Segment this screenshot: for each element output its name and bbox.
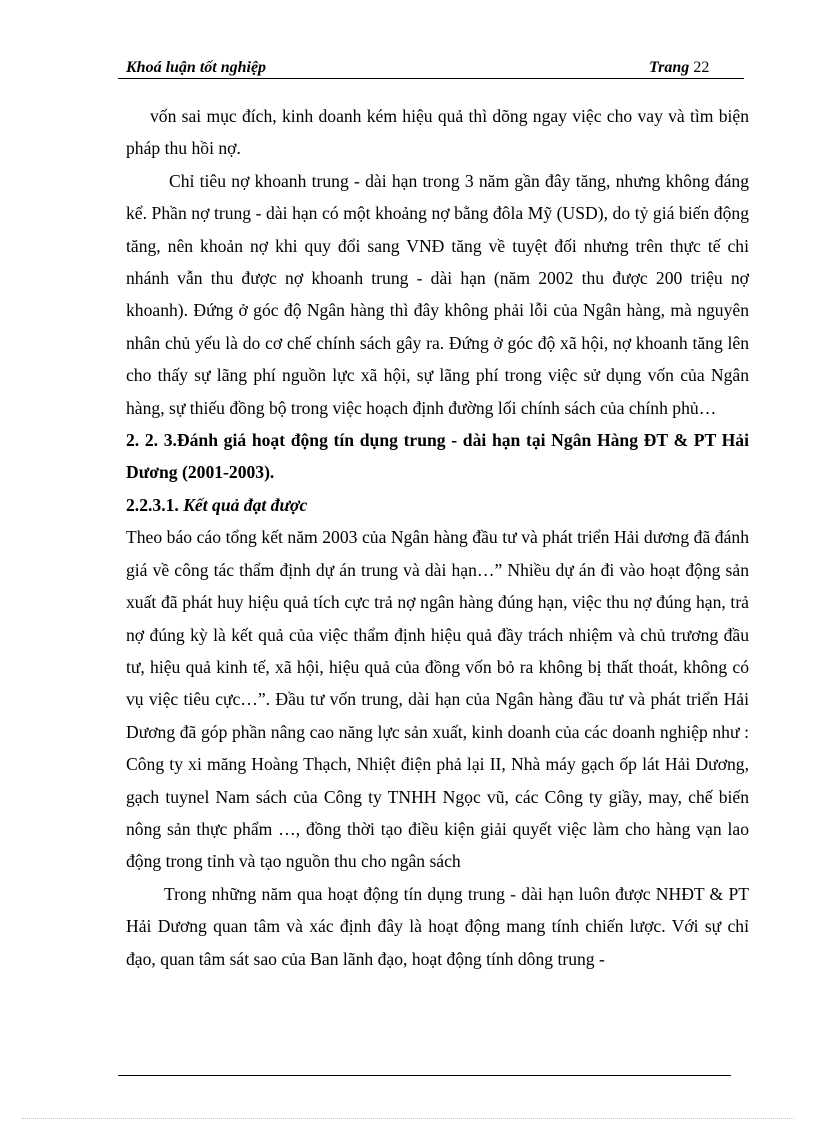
subsection-number: 2.2.3.1.	[126, 494, 179, 515]
page-label: Trang	[649, 59, 690, 76]
footer-rule	[118, 1075, 731, 1076]
paragraph: vốn sai mục đích, kinh doanh kém hiệu quả thì dõng ngay việc cho vay và tìm biện pháp thu hồi nợ.	[126, 106, 749, 159]
section-heading: 2. 2. 3.Đánh giá hoạt động tín dụng trung - dài hạn tại Ngân Hàng ĐT & PT Hải Dương (2001-2003).	[126, 430, 749, 483]
document-title: Khoá luận tốt nghiệp	[126, 59, 267, 76]
subsection-heading	[126, 489, 749, 521]
page-number: 22	[693, 59, 710, 76]
page-indicator	[649, 59, 709, 77]
subsection-title: Kết quả đạt được	[183, 494, 308, 515]
page-header	[118, 58, 744, 79]
paragraph: Theo báo cáo tổng kết năm 2003 của Ngân hàng đầu tư và phát triển Hải dương đã đánh giá về công tác thẩm định dự án trung và dài hạn…” Nhiều dự án đi vào hoạt động sản xuất đã phát huy hiệu quả tích cực trả nợ ngân hàng đúng hạn, việc thu nợ đúng hạn, trả nợ đúng kỳ là kết quả của việc thẩm định hiệu quả đầy trách nhiệm và chủ trương đầu tư, hiệu quả kinh tế, xã hội, hiệu quả của đồng vốn bỏ ra không bị thất thoát, không có vụ việc tiêu cực…”. Đầu tư vốn trung, dài hạn của Ngân hàng đầu tư và phát triển Hải Dương đã góp phần nâng cao năng lực sản xuất, kinh doanh của các doanh nghiệp như : Công ty xi măng Hoàng Thạch, Nhiệt điện phả lại II, Nhà máy gạch ốp lát Hải Dương, gạch tuynel Nam sách của Công ty TNHH Ngọc vũ, các Công ty giầy, may, chế biến nông sản thực phẩm …, đồng thời tạo điều kiện giải quyết việc làm cho hàng vạn lao động trong tỉnh và tạo nguồn thu cho ngân sách	[126, 527, 749, 872]
document-body	[126, 100, 749, 975]
paragraph: Trong những năm qua hoạt động tín dụng trung - dài hạn luôn được NHĐT & PT Hải Dương quan tâm và xác định đây là hoạt động mang tính chiến lược. Với sự chỉ đạo, quan tâm sát sao của Ban lãnh đạo, hoạt động tính dông trung -	[126, 883, 749, 969]
page-boundary	[22, 1118, 794, 1119]
paragraph: Chỉ tiêu nợ khoanh trung - dài hạn trong 3 năm gần đây tăng, nhưng không đáng kể. Phần nợ trung - dài hạn có một khoảng nợ bằng đôla Mỹ (USD), do tỷ giá biến động tăng, nên khoản nợ khi quy đổi sang VNĐ tăng về tuyệt đối nhưng trên thực tế chi nhánh vẫn thu được nợ khoanh trung - dài hạn (năm 2002 thu được 200 triệu nợ khoanh). Đứng ở góc độ Ngân hàng thì đây không phải lỗi của Ngân hàng, mà nguyên nhân chủ yếu là do cơ chế chính sách gây ra. Đứng ở góc độ xã hội, nợ khoanh tăng lên cho thấy sự lãng phí nguồn lực xã hội, sự lãng phí trong việc sử dụng vốn của Ngân hàng, sự thiếu đồng bộ trong việc hoạch định đường lối chính sách của chính phủ…	[126, 170, 749, 418]
